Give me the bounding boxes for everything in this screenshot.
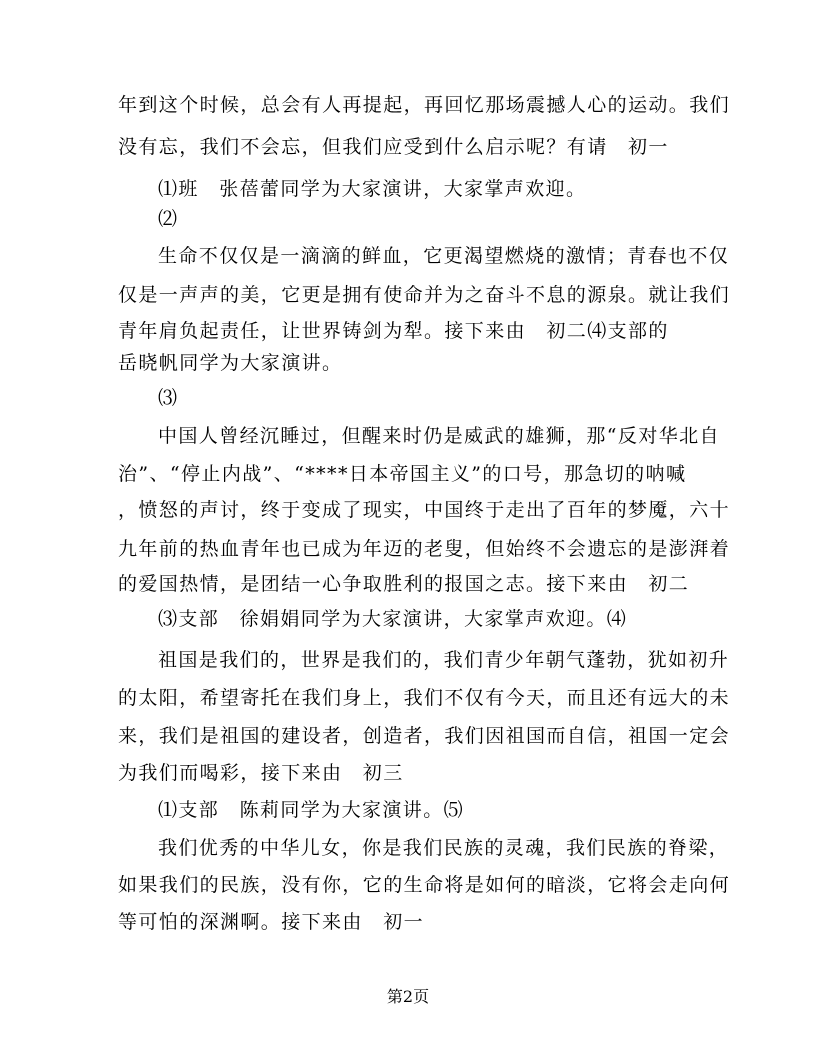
text-line: 的太阳，希望寄托在我们身上，我们不仅有今天，而且还有远大的未 [118, 687, 731, 709]
text-line: 没有忘，我们不会忘，但我们应受到什么启示呢？有请 初一 [118, 136, 669, 158]
text-line: 年到这个时候，总会有人再提起，再回忆那场震撼人心的运动。我们 [118, 94, 731, 116]
page-number: 第2页 [386, 987, 430, 1006]
text-line: ⑵ [158, 208, 179, 230]
text-line: 祖国是我们的，世界是我们的，我们青少年朝气蓬勃，犹如初升 [158, 649, 730, 671]
text-line: 来，我们是祖国的建设者，创造者，我们因祖国而自信，祖国一定会 [118, 725, 731, 747]
text-line: 治”、“停止内战”、“****日本帝国主义”的口号，那急切的呐喊 [118, 463, 687, 485]
text-line: ⑶支部 徐娟娟同学为大家演讲，大家掌声欢迎。⑷ [158, 608, 628, 630]
text-line: 青年肩负起责任，让世界铸剑为犁。接下来由 初二⑷支部的 [118, 320, 669, 342]
text-line: 如果我们的民族，没有你，它的生命将是如何的暗淡，它将会走向何 [118, 874, 731, 896]
text-line: 九年前的热血青年也已成为年迈的老叟，但始终不会遗忘的是澎湃着 [118, 538, 731, 560]
text-line: 生命不仅仅是一滴滴的鲜血，它更渴望燃烧的激情；青春也不仅 [158, 245, 730, 267]
text-line: 等可怕的深渊啊。接下来由 初一 [118, 911, 425, 933]
text-line: ，愤怒的声讨，终于变成了现实，中国终于走出了百年的梦魇，六十 [118, 499, 731, 521]
text-line: 为我们而喝彩，接下来由 初三 [118, 762, 404, 784]
text-line: 岳晓帆同学为大家演讲。 [118, 352, 343, 374]
text-line: 中国人曾经沉睡过，但醒来时仍是威武的雄狮，那“反对华北自 [158, 425, 720, 447]
text-line: 我们优秀的中华儿女，你是我们民族的灵魂，我们民族的脊梁， [158, 837, 730, 859]
text-line: 的爱国热情，是团结一心争取胜利的报国之志。接下来由 初二 [118, 573, 690, 595]
text-line: ⑶ [158, 387, 179, 409]
text-line: ⑴班 张蓓蕾同学为大家演讲，大家掌声欢迎。 [158, 178, 587, 200]
text-line: 仅是一声声的美，它更是拥有使命并为之奋斗不息的源泉。就让我们 [118, 284, 731, 306]
text-line: ⑴支部 陈莉同学为大家演讲。⑸ [158, 799, 465, 821]
